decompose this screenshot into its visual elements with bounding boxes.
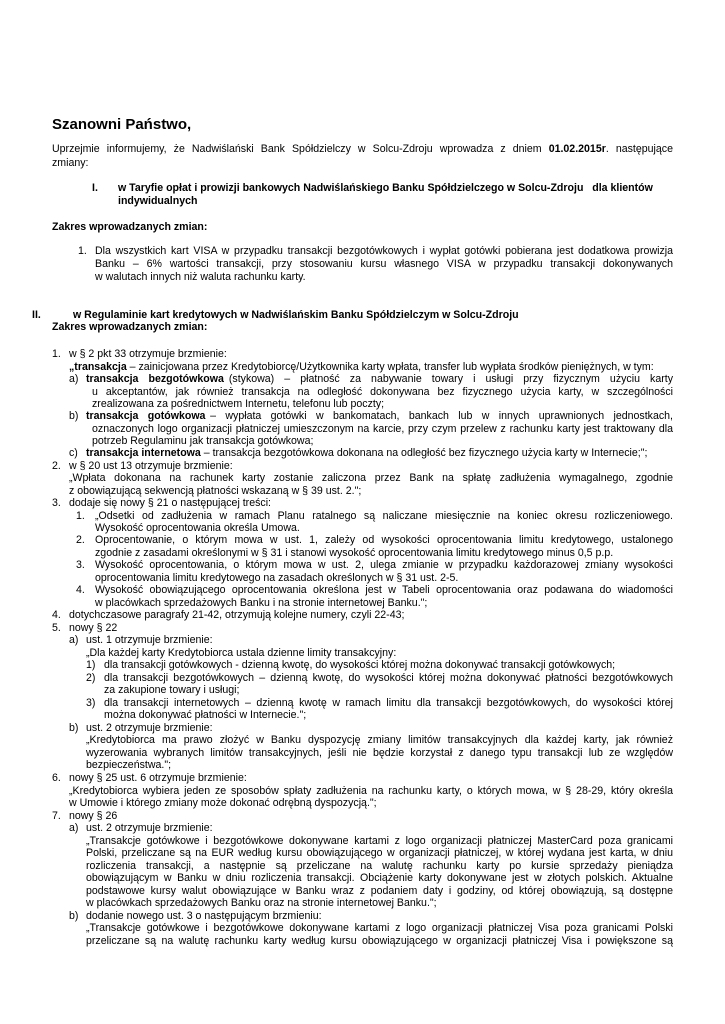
list-item-text: dla transakcji bezgotówkowych – dzienną kwotę, do wysokości której można dokonywać płatności bezgotówkowych <box>104 672 673 684</box>
list-item-text: „Dla każdej karty Kredytobiorca ustala dzienne limity transakcyjny: <box>86 647 397 659</box>
list-letter: b) <box>69 910 79 922</box>
list-letter: c) <box>69 447 78 459</box>
section-1-item-line: w walutach innych niż waluta rachunku karty. <box>95 271 306 283</box>
list-item-text: za zakupione towary i usługi; <box>104 684 240 696</box>
list-item-text: w § 20 ust 13 otrzymuje brzmienie: <box>69 460 233 472</box>
list-item-text: w Umowie i którego zmiany może dokonać odrębną dyspozycją."; <box>69 797 377 809</box>
list-item-text: nowy § 22 <box>69 622 118 634</box>
list-item-text: dodaje się nowy § 21 o następującej treści: <box>69 497 271 509</box>
list-item-text: rozliczenia transakcji, a następnie są przeliczane na walutę rachunku karty po kursie sprzedaży pieniądza <box>86 860 673 872</box>
list-item-text: oprocentowania limitu kredytowego na zasadach określonych w § 31 ust. 2-5. <box>95 572 459 584</box>
list-item-text: „Wpłata dokonana na rachunek karty zostanie zaliczona przez Bank na spłatę zadłużenia wymagalnego, zgodnie <box>69 472 673 484</box>
sub-number: 3. <box>76 559 85 571</box>
list-item-text: dla transakcji gotówkowych - dzienną kwotę, do wysokości której można dokonywać transakcji gotówkowych; <box>104 659 616 671</box>
greeting-heading: Szanowni Państwo, <box>52 116 192 133</box>
list-number: 1. <box>52 348 61 360</box>
list-number: 7. <box>52 810 61 822</box>
section-2-scope-heading: Zakres wprowadzanych zmian: <box>52 321 208 333</box>
list-item-text: w § 2 pkt 33 otrzymuje brzmienie: <box>69 348 227 360</box>
list-item-text: w placówkach sprzedażowych Banku i na stronie internetowej Banku."; <box>95 597 428 609</box>
list-item-text: u akceptantów, jak również transakcja na odległość dokonywana bez fizycznego użycia karty, w szczególności <box>92 386 673 398</box>
sub-number: 2. <box>76 534 85 546</box>
section-1-title: w Taryfie opłat i prowizji bankowych Nadwiślańskiego Banku Spółdzielczego w Solcu-Zdroju dla klientów <box>118 182 653 194</box>
list-letter: b) <box>69 722 79 734</box>
list-item-text: „transakcja – zainicjowana przez Kredytobiorcę/Użytkownika karty wpłata, transfer lub wypłata środków pieniężnych, w tym: <box>69 361 654 373</box>
sub-number: 2) <box>86 672 96 684</box>
section-1-numeral: I. <box>92 182 98 194</box>
list-item-text: transakcja bezgotówkowa (stykowa) – płatność za nabywanie towary i usługi przy fizycznym użyciu karty <box>86 373 673 385</box>
list-item-text: nowy § 26 <box>69 810 118 822</box>
section-2-numeral: II. <box>32 309 41 321</box>
list-item-text: dotychczasowe paragrafy 21-42, otrzymują kolejne numery, czyli 22-43; <box>69 609 405 621</box>
list-item-text: „Odsetki od zadłużenia w ramach Planu ratalnego są naliczane miesięcznie na koniec okresu rozliczeniowego. <box>95 510 673 522</box>
section-1-item-line: Banku – 6% wartości transakcji, przy stosowaniu kursu własnego VISA w przypadku transakcji dokonywanych <box>95 258 673 270</box>
intro-line-2: zmiany: <box>52 157 89 169</box>
section-1-scope-heading: Zakres wprowadzanych zmian: <box>52 221 208 233</box>
list-number: 3. <box>52 497 61 509</box>
list-item-text: można dokonywać płatności w Internecie."; <box>104 709 307 721</box>
list-item-text: „Kredytobiorca ma prawo złożyć w Banku dyspozycję zmiany limitów transakcyjnych dla każdej karty, jak również <box>86 734 673 746</box>
list-item-text: transakcja internetowa – transakcja bezgotówkowa dokonana na odległość bez fizycznego użycia karty w Internecie;"; <box>86 447 648 459</box>
list-number: 4. <box>52 609 61 621</box>
list-item-text: obowiązującym w Banku w dniu rozliczenia transakcji. Obciążenie karty dokonywane jest w złotych polskich. Aktualne <box>86 872 673 884</box>
intro-line-1: Uprzejmie informujemy, że Nadwiślański Bank Spółdzielczy w Solcu-Zdroju wprowadza z dniem 01.02.2015r. następujące <box>52 143 673 155</box>
list-item-text: ust. 2 otrzymuje brzmienie: <box>86 722 213 734</box>
list-letter: b) <box>69 410 79 422</box>
list-item-text: Wysokość oprocentowania określa Umowa. <box>95 522 300 534</box>
section-1-item-number: 1. <box>78 245 87 257</box>
list-item-text: bezpieczeństwa."; <box>86 759 172 771</box>
list-item-text: Wysokość obowiązującego oprocentowania określona jest w Tabeli oprocentowania oraz podawana do wiadomości <box>95 584 673 596</box>
list-item-text: przeliczane są na walutę rachunku karty według kursu obowiązującego w organizacji płatniczej Visa i powiększone są <box>86 935 673 947</box>
list-item-text: Oprocentowanie, o którym mowa w ust. 1, zależy od wysokości oprocentowania limitu kredytowego, ustalonego <box>95 534 673 546</box>
list-item-text: z obowiązującą sekwencją płatności wskazaną w § 39 ust. 2."; <box>69 485 362 497</box>
list-item-text: Polski, przeliczane są na EUR według kursu obowiązującego w organizacji płatniczej, w której wydana jest karta, w dniu <box>86 847 673 859</box>
sub-number: 3) <box>86 697 96 709</box>
list-item-text: wyzerowania wybranych limitów transakcyjnych, jeśli nie będzie korzystał z danego typu transakcji lub ze względów <box>86 747 673 759</box>
list-item-text: transakcja gotówkowa – wypłata gotówki w bankomatach, bankach lub w innych uprawnionych jednostkach, <box>86 410 673 422</box>
section-2-title: w Regulaminie kart kredytowych w Nadwiślańskim Banku Spółdzielczym w Solcu-Zdroju <box>73 309 519 321</box>
list-item-text: dodanie nowego ust. 3 o następującym brzmieniu: <box>86 910 322 922</box>
list-number: 5. <box>52 622 61 634</box>
list-letter: a) <box>69 373 79 385</box>
list-letter: a) <box>69 822 79 834</box>
list-item-text: potrzeb Regulaminu jak transakcja gotówkowa; <box>92 435 314 447</box>
list-item-text: oznaczonych logo organizacji płatniczej umieszczonym na karcie, przy czym przelew z rachunku karty jest traktowany dla <box>92 423 673 435</box>
list-item-text: „Transakcje gotówkowe i bezgotówkowe dokonywane kartami z logo organizacji płatniczej MasterCard poza granicami <box>86 835 673 847</box>
list-item-text: dla transakcji internetowych – dzienną kwotę w ramach limitu dla transakcji bezgotówkowych, do wysokości której <box>104 697 673 709</box>
sub-number: 1. <box>76 510 85 522</box>
list-item-text: „Transakcje gotówkowe i bezgotówkowe dokonywane kartami z logo organizacji płatniczej Visa poza granicami Polski <box>86 922 673 934</box>
list-item-text: Wysokość oprocentowania, o którym mowa w ust. 2, ulega zmianie w przypadku każdorazowej zmiany wysokości <box>95 559 673 571</box>
section-1-title-cont: indywidualnych <box>118 195 198 207</box>
list-item-text: podstawowe kursy walut obowiązujące w Banku wraz z podaniem daty i godziny, od której obowiązują, są dostępne <box>86 885 673 897</box>
list-number: 2. <box>52 460 61 472</box>
list-item-text: ust. 1 otrzymuje brzmienie: <box>86 634 213 646</box>
list-item-text: zgodnie z zasadami określonymi w § 31 i stanowi wysokość oprocentowania limitu kredytowego minus 0,5 p.p. <box>95 547 614 559</box>
sub-number: 1) <box>86 659 96 671</box>
effective-date: 01.02.2015r <box>548 143 606 155</box>
section-1-item-line: Dla wszystkich kart VISA w przypadku transakcji bezgotówkowych i wypłat gotówki pobierana jest dodatkowa prowizja <box>95 245 673 257</box>
list-letter: a) <box>69 634 79 646</box>
list-number: 6. <box>52 772 61 784</box>
list-item-text: w placówkach sprzedażowych Banku oraz na stronie internetowej Banku."; <box>86 897 437 909</box>
list-item-text: zrealizowana za pośrednictwem Internetu, telefonu lub poczty; <box>92 398 385 410</box>
list-item-text: nowy § 25 ust. 6 otrzymuje brzmienie: <box>69 772 247 784</box>
sub-number: 4. <box>76 584 85 596</box>
list-item-text: „Kredytobiorca wybiera jeden ze sposobów spłaty zadłużenia na rachunku karty, o których mowa, w § 28-29, który określa <box>69 785 673 797</box>
list-item-text: ust. 2 otrzymuje brzmienie: <box>86 822 213 834</box>
